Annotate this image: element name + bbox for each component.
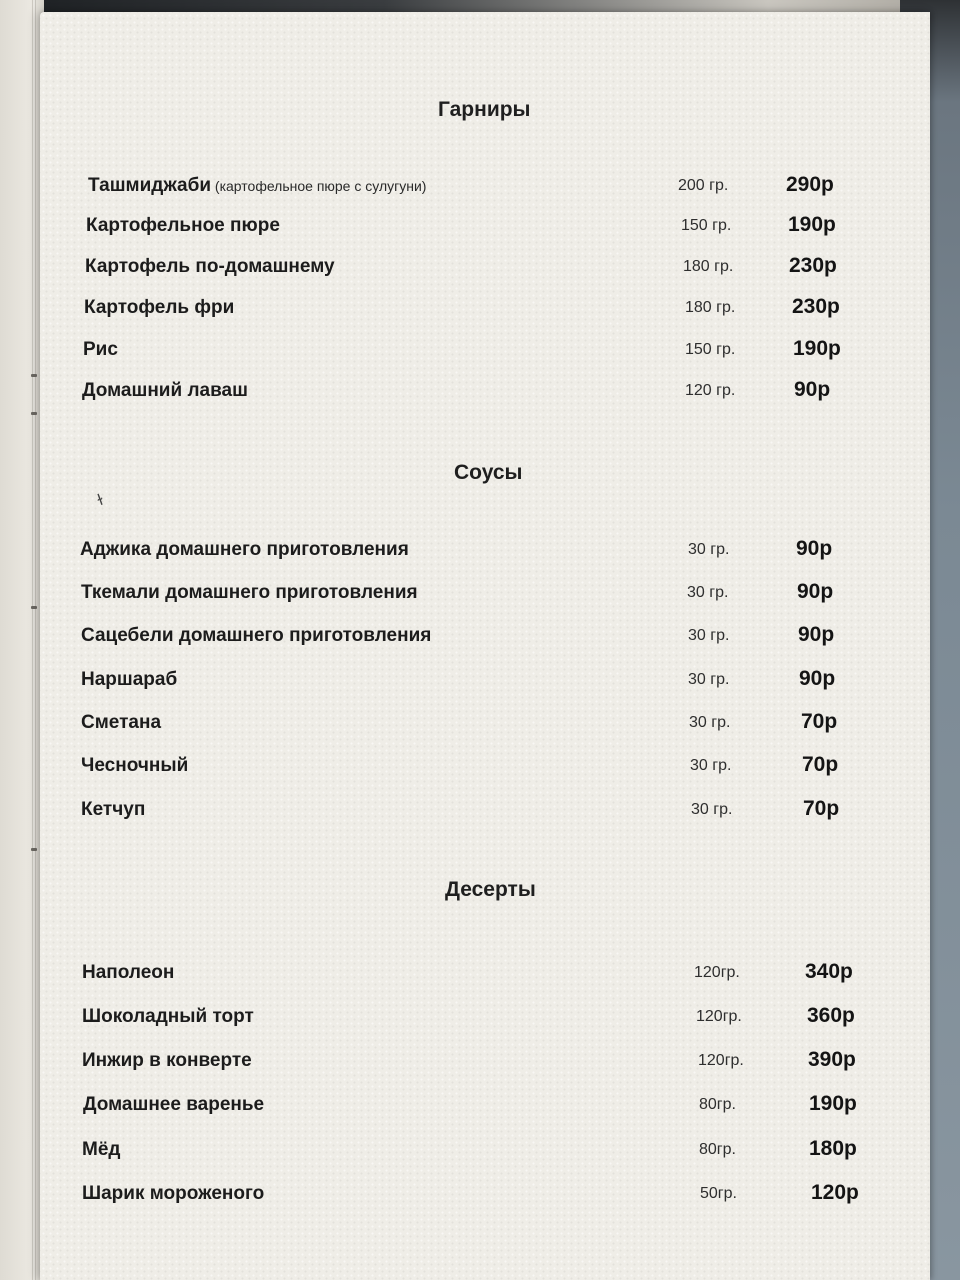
menu-item: [85, 256, 855, 284]
item-price: 390р: [808, 1048, 856, 1071]
item-price: 90р: [797, 580, 834, 603]
item-name: Домашний лаваш: [82, 380, 248, 401]
menu-item: [83, 339, 853, 367]
item-weight: 80гр.: [699, 1096, 736, 1113]
menu-item: [82, 380, 852, 408]
item-name: Рис: [83, 339, 118, 360]
item-price: 70р: [801, 710, 838, 733]
item-weight: 30 гр.: [687, 584, 729, 601]
item-name: Картофель по-домашнему: [85, 256, 335, 277]
item-weight: 200 гр.: [678, 177, 729, 194]
item-weight: 120гр.: [698, 1052, 744, 1069]
item-price: 180р: [809, 1137, 857, 1160]
item-name: Сацебели домашнего приготовления: [81, 625, 432, 646]
item-name: Сметана: [81, 712, 162, 733]
item-weight: 50гр.: [700, 1185, 737, 1202]
item-weight: 80гр.: [699, 1141, 736, 1158]
menu-cover-edge: [0, 0, 44, 1280]
item-weight: 120гр.: [696, 1008, 742, 1025]
item-price: 230р: [789, 254, 837, 277]
menu-item: [81, 582, 871, 610]
item-weight: 30 гр.: [688, 541, 730, 558]
spine-stitch: [31, 606, 37, 609]
item-price: 340р: [805, 960, 853, 983]
menu-item: [80, 539, 870, 567]
section-title-sauces: Соусы: [454, 461, 523, 484]
menu-item: [81, 799, 871, 827]
item-name: Шоколадный торт: [82, 1006, 254, 1027]
section-title-garnishes: Гарниры: [438, 98, 531, 121]
item-note: (картофельное пюре с сулугуни): [211, 178, 427, 194]
item-weight: 180 гр.: [685, 299, 736, 316]
item-price: 90р: [799, 667, 836, 690]
item-name: Ташмиджаби (картофельное пюре с сулугуни): [88, 175, 427, 196]
item-weight: 30 гр.: [688, 627, 730, 644]
item-price: 230р: [792, 295, 840, 318]
item-name: Мёд: [82, 1139, 121, 1160]
spine-stitch: [31, 412, 37, 415]
item-price: 70р: [803, 797, 840, 820]
item-price: 90р: [798, 623, 835, 646]
item-name: Картофель фри: [84, 297, 235, 318]
item-name: Аджика домашнего приготовления: [80, 539, 409, 560]
item-name: Кетчуп: [81, 799, 146, 820]
item-name: Картофельное пюре: [86, 215, 280, 236]
menu-item: [86, 215, 856, 243]
item-weight: 180 гр.: [683, 258, 734, 275]
menu-item: [82, 962, 882, 990]
item-name: Инжир в конверте: [82, 1050, 252, 1071]
menu-item: [81, 625, 871, 653]
spine-stitch: [31, 374, 37, 377]
menu-item: [88, 175, 858, 203]
menu-item: [83, 1094, 883, 1122]
spine-stitch: [31, 848, 37, 851]
item-price: 290р: [786, 173, 834, 196]
item-price: 90р: [794, 378, 831, 401]
item-weight: 120 гр.: [685, 382, 736, 399]
item-price: 120р: [811, 1181, 859, 1204]
item-name: Чесночный: [81, 755, 189, 776]
section-title-desserts: Десерты: [445, 878, 536, 901]
menu-item: [84, 297, 854, 325]
item-weight: 30 гр.: [691, 801, 733, 818]
item-price: 70р: [802, 753, 839, 776]
item-price: 190р: [809, 1092, 857, 1115]
menu-page: [40, 12, 930, 1280]
item-name: Наршараб: [81, 669, 178, 690]
menu-item: [81, 712, 871, 740]
item-price: 90р: [796, 537, 833, 560]
item-weight: 120гр.: [694, 964, 740, 981]
menu-item: [82, 1050, 882, 1078]
menu-item: [81, 755, 871, 783]
menu-item: [82, 1006, 882, 1034]
item-price: 360р: [807, 1004, 855, 1027]
item-name: Шарик мороженого: [82, 1183, 265, 1204]
menu-item: [81, 669, 871, 697]
item-weight: 30 гр.: [690, 757, 732, 774]
menu-item: [82, 1183, 882, 1211]
pen-mark: ɫ: [95, 491, 106, 510]
item-weight: 150 гр.: [685, 341, 736, 358]
item-weight: 150 гр.: [681, 217, 732, 234]
menu-spine: [32, 0, 36, 1280]
item-weight: 30 гр.: [689, 714, 731, 731]
menu-item: [82, 1139, 882, 1167]
item-name: Домашнее варенье: [83, 1094, 265, 1115]
item-name: Наполеон: [82, 962, 175, 983]
item-price: 190р: [793, 337, 841, 360]
item-price: 190р: [788, 213, 836, 236]
item-weight: 30 гр.: [688, 671, 730, 688]
item-name: Ткемали домашнего приготовления: [81, 582, 418, 603]
